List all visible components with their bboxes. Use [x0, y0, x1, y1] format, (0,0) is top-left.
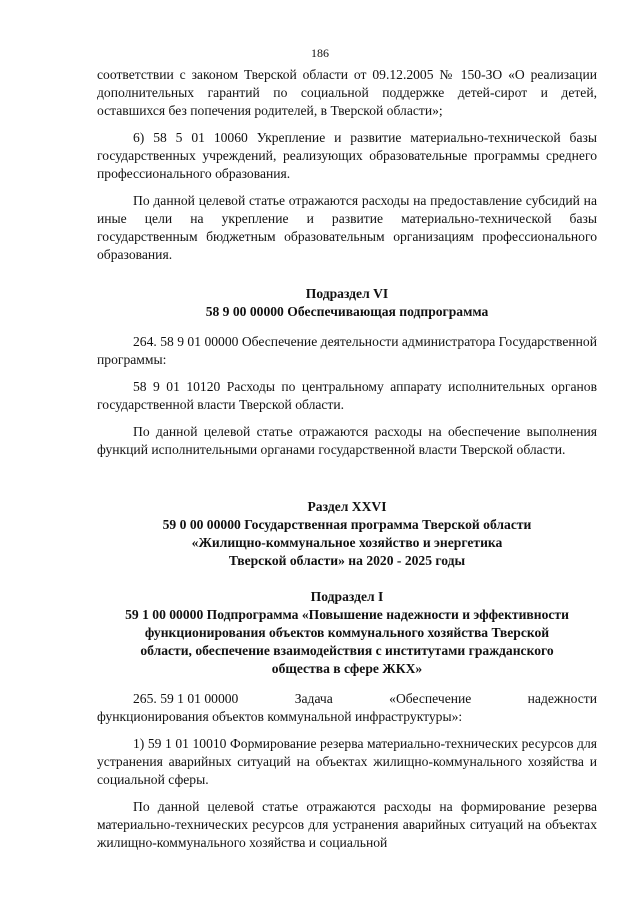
section-26-line-2: «Жилищно-коммунальное хозяйство и энергетика — [191, 535, 503, 550]
paragraph-subsidies: По данной целевой статье отражаются расходы на предоставление субсидий на иные цели на укрепление и развитие материально-технической базы государственным бюджетным образовательным организациям профессионального образования. — [97, 193, 597, 262]
task-265-word-1: Задача — [294, 691, 333, 706]
paragraph-law-reference: соответствии с законом Тверской области от 09.12.2005 № 150-ЗО «О реализации дополнительных гарантий по социальной поддержке детей-сирот и детей, оставшихся без попечения родителей, в Тверской области»; — [97, 67, 597, 118]
task-265-line — [97, 690, 597, 708]
subsection-1-line-1: 59 1 00 00000 Подпрограмма «Повышение надежности и эффективности — [125, 607, 569, 622]
subsection-1-line-4: общества в сфере ЖКХ» — [271, 661, 423, 676]
subsection-1-title: Подраздел I — [310, 589, 384, 604]
task-265-word-3: надежности — [527, 691, 597, 706]
paragraph-item-6: 6) 58 5 01 10060 Укрепление и развитие материально-технической базы государственных учреждений, реализующих образовательные программы среднего профессионального образования. — [97, 130, 597, 181]
task-265-word-2: «Обеспечение — [389, 691, 472, 706]
section-26-title: Раздел XXVI — [307, 499, 387, 514]
section-26-line-1: 59 0 00 00000 Государственная программа Тверской области — [162, 517, 532, 532]
task-265-code: 265. 59 1 01 00000 — [133, 691, 239, 706]
section-26-line-3: Тверской области» на 2020 - 2025 годы — [228, 553, 466, 568]
paragraph-central-apparatus: 58 9 01 10120 Расходы по центральному аппарату исполнительных органов государственной власти Тверской области. — [97, 379, 597, 412]
subsection-1-line-3: области, обеспечение взаимодействия с институтами гражданского — [140, 643, 554, 658]
task-265-tail: функционирования объектов коммунальной инфраструктуры»: — [97, 709, 463, 724]
paragraph-264: 264. 58 9 01 00000 Обеспечение деятельности администратора Государственной программы: — [97, 334, 597, 367]
subsection-6-name: 58 9 00 00000 Обеспечивающая подпрограмма — [205, 304, 489, 319]
paragraph-reserve-expenses: По данной целевой статье отражаются расходы на формирование резерва материально-технических ресурсов для устранения аварийных ситуаций на объектах жилищно-коммунального хозяйства и социальной — [97, 799, 597, 850]
subsection-1-line-2: функционирования объектов коммунального хозяйства Тверской — [144, 625, 550, 640]
page-content — [97, 66, 597, 861]
page-number: 186 — [311, 46, 329, 60]
subsection-6-title: Подраздел VI — [305, 286, 389, 301]
paragraph-item-1-reserve: 1) 59 1 01 10010 Формирование резерва материально-технических ресурсов для устранения аварийных ситуаций на объектах жилищно-коммунального хозяйства и социальной сферы. — [97, 736, 597, 787]
paragraph-functions: По данной целевой статье отражаются расходы на обеспечение выполнения функций исполнительными органами государственной власти Тверской области. — [97, 424, 597, 457]
